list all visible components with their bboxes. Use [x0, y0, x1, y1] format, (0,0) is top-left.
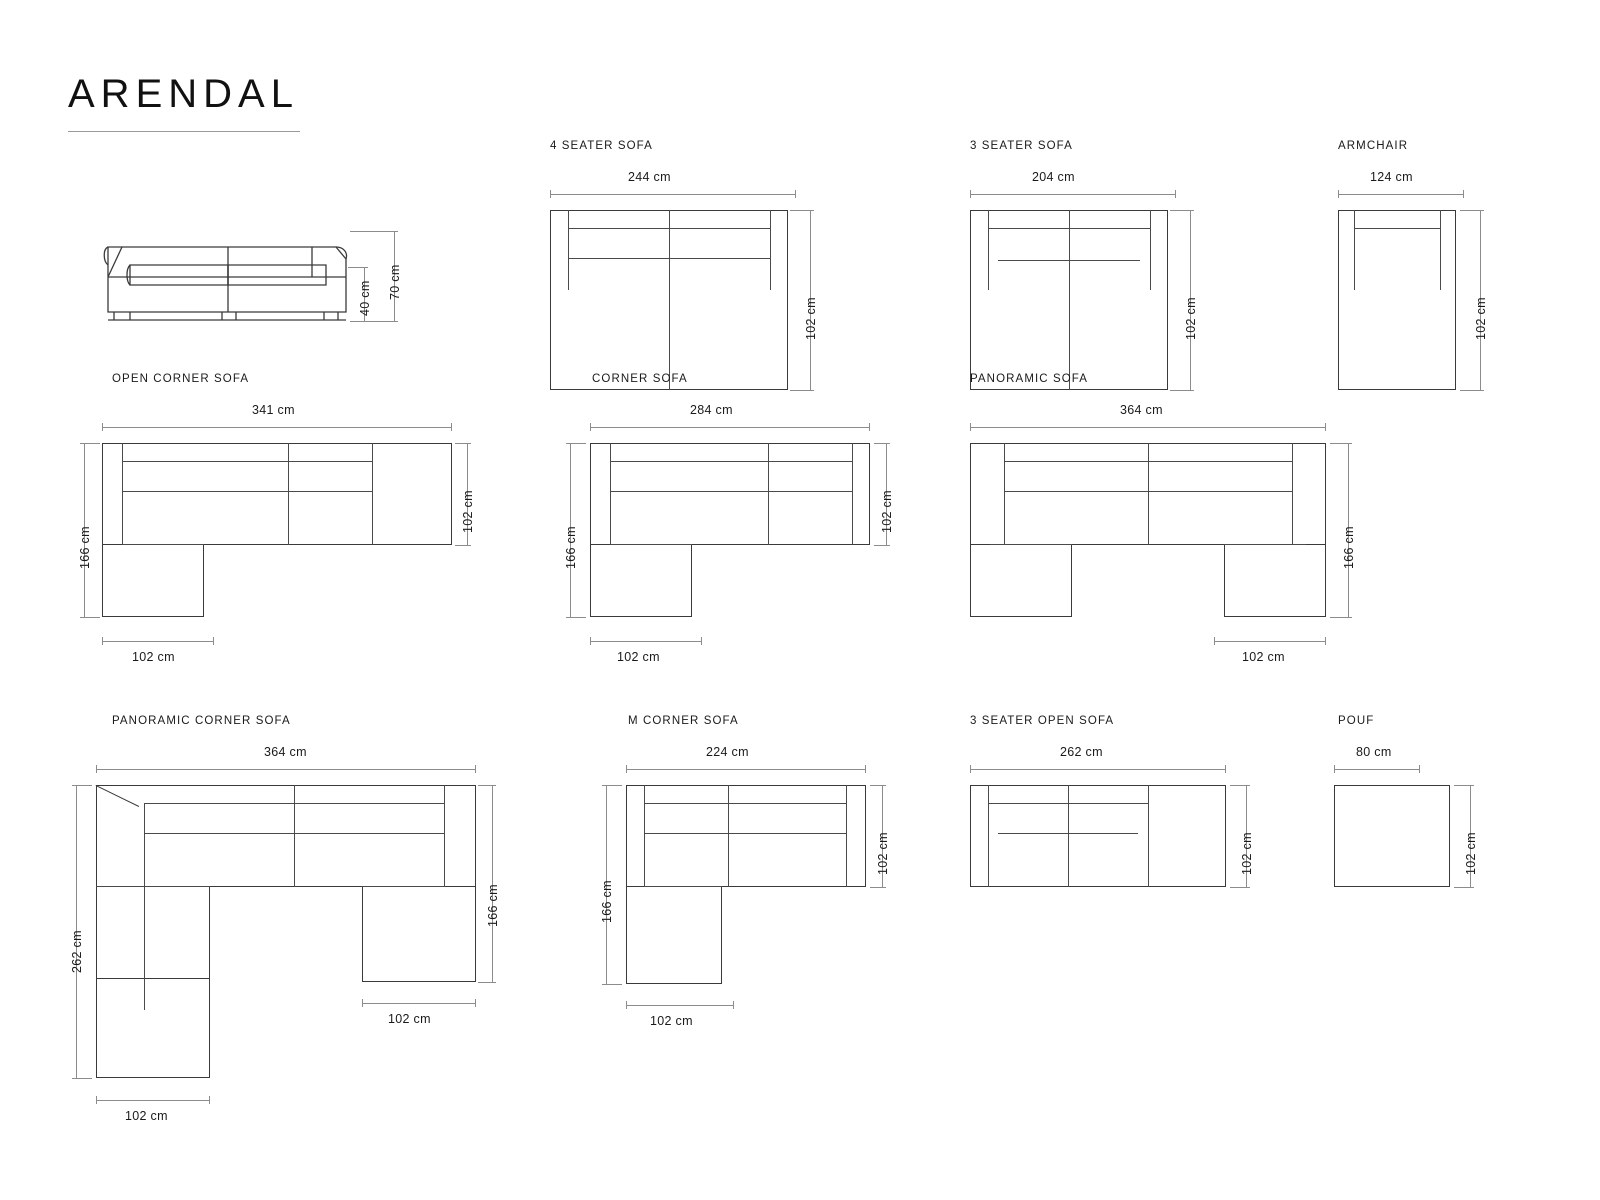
item-label-open-corner: OPEN CORNER SOFA	[112, 373, 250, 385]
backrest-line	[644, 803, 846, 804]
width-dim-rule-m-corner	[626, 769, 866, 770]
width-tick-right	[475, 765, 476, 773]
width-dim-rule-corner-sofa	[590, 427, 870, 428]
chaise-width-value-panoramic: 102 cm	[1242, 650, 1285, 664]
left-arm-line	[1354, 210, 1355, 290]
chaise-width-tick-left	[626, 1001, 627, 1009]
width-tick-left	[626, 765, 627, 773]
item-label-armchair: ARMCHAIR	[1338, 140, 1409, 152]
depth-tick-top	[1460, 210, 1484, 211]
plan-outline-m-corner-main	[626, 785, 866, 887]
width-dim-rule-pouf	[1334, 769, 1420, 770]
chaise-left-width-dim-rule	[96, 1100, 210, 1101]
depth-tick-bottom	[870, 887, 886, 888]
module-split-line	[1068, 785, 1069, 887]
width-tick-left	[1334, 765, 1335, 773]
side-depth-tick-top	[566, 443, 586, 444]
chaise-left-top-line	[990, 544, 1072, 545]
item-label-panoramic-corner: PANORAMIC CORNER SOFA	[112, 715, 291, 727]
width-value-panoramic-sofa: 364 cm	[1120, 403, 1163, 417]
depth-tick-top	[874, 443, 890, 444]
chaise-width-tick-right	[1325, 637, 1326, 645]
module-split-line	[294, 785, 295, 887]
depth-tick-top	[1230, 785, 1250, 786]
chaise-width-dim-rule-corner-sofa	[590, 641, 702, 642]
right-arm-line	[1150, 210, 1151, 290]
left-arm-line	[644, 785, 645, 887]
side-depth-tick-bottom	[1330, 617, 1352, 618]
chaise-width-tick-right	[733, 1001, 734, 1009]
module-split-line	[1148, 443, 1149, 545]
depth-value-open-corner: 102 cm	[461, 490, 475, 533]
left-arm-line	[988, 210, 989, 290]
depth-value-pouf: 102 cm	[1464, 832, 1478, 875]
plan-outline-panoramic-corner-chaise-left	[96, 978, 210, 1078]
width-dim-rule-armchair	[1338, 194, 1464, 195]
width-tick-left	[102, 423, 103, 431]
right-depth-value-panoramic-corner: 166 cm	[486, 884, 500, 927]
depth-tick-top	[790, 210, 814, 211]
plan-outline-open-corner-chaise	[102, 544, 204, 617]
width-value-four-seater: 244 cm	[628, 170, 671, 184]
plan-outline-panoramic-chaise-right	[1224, 544, 1326, 617]
right-arm-line	[1440, 210, 1441, 290]
depth-tick-top	[1170, 210, 1194, 211]
left-arm-line	[1004, 443, 1005, 545]
perspective-seat-height-value: 40 cm	[358, 280, 372, 316]
chaise-left-width-value: 102 cm	[125, 1109, 168, 1123]
side-depth-tick-bottom	[566, 617, 586, 618]
width-tick-right	[865, 765, 866, 773]
side-depth-tick-bottom	[80, 617, 100, 618]
width-dim-rule-three-seater	[970, 194, 1176, 195]
left-depth-tick-bottom	[72, 1078, 92, 1079]
depth-value-three-seater-open: 102 cm	[1240, 832, 1254, 875]
width-value-three-seater: 204 cm	[1032, 170, 1075, 184]
depth-value-m-corner: 102 cm	[876, 832, 890, 875]
width-tick-left	[970, 423, 971, 431]
width-value-pouf: 80 cm	[1356, 745, 1392, 759]
width-value-panoramic-corner: 364 cm	[264, 745, 307, 759]
plan-outline-corner-sofa-chaise	[590, 544, 692, 617]
side-depth-tick-top	[602, 785, 622, 786]
depth-tick-top	[1454, 785, 1474, 786]
seat-front-line	[568, 258, 770, 259]
right-depth-tick-bottom	[478, 982, 496, 983]
item-label-three-seater: 3 SEATER SOFA	[970, 140, 1073, 152]
side-depth-tick-top	[80, 443, 100, 444]
chaise-width-dim-rule-open-corner	[102, 641, 214, 642]
width-tick-right	[1325, 423, 1326, 431]
width-tick-right	[1225, 765, 1226, 773]
chaise-top-line	[122, 544, 204, 545]
height-dim-tick-bottom	[350, 321, 398, 322]
item-label-four-seater: 4 SEATER SOFA	[550, 140, 653, 152]
width-value-open-corner: 341 cm	[252, 403, 295, 417]
width-value-corner-sofa: 284 cm	[690, 403, 733, 417]
chaise-right-width-tick-right	[475, 999, 476, 1007]
chaise-width-tick-left	[590, 637, 591, 645]
chaise-right-width-dim-rule	[362, 1003, 476, 1004]
plan-outline-m-corner-chaise	[626, 886, 722, 984]
side-depth-value-m-corner: 166 cm	[600, 880, 614, 923]
right-arm-line	[852, 443, 853, 545]
module-split-line-2	[288, 443, 289, 545]
seat-front-line	[144, 833, 444, 834]
depth-tick-top	[455, 443, 471, 444]
module-split-line	[728, 785, 729, 887]
item-label-corner-sofa: CORNER SOFA	[592, 373, 688, 385]
backrest-line	[610, 461, 852, 462]
right-arm-line	[1292, 443, 1293, 545]
plan-outline-pouf	[1334, 785, 1450, 887]
left-inner-line	[144, 803, 145, 1010]
seat-height-tick-top	[348, 267, 368, 268]
depth-tick-bottom	[1460, 390, 1484, 391]
chaise-width-dim-rule-m-corner	[626, 1005, 734, 1006]
width-tick-left	[970, 190, 971, 198]
side-depth-tick-top	[1330, 443, 1352, 444]
width-dim-rule-panoramic-sofa	[970, 427, 1326, 428]
seat-front-line	[122, 491, 372, 492]
width-value-m-corner: 224 cm	[706, 745, 749, 759]
seat-front-line	[610, 491, 852, 492]
module-split-line-1	[372, 443, 373, 545]
right-arm-line	[444, 785, 445, 887]
width-value-armchair: 124 cm	[1370, 170, 1413, 184]
plan-outline-panoramic-corner-main	[96, 785, 476, 887]
chaise-right-width-tick-left	[362, 999, 363, 1007]
center-split-line	[1069, 210, 1070, 390]
seat-front-line	[998, 833, 1138, 834]
width-tick-right	[1419, 765, 1420, 773]
width-tick-left	[96, 765, 97, 773]
chaise-width-tick-left	[1214, 637, 1215, 645]
plan-outline-panoramic-corner-chaise-right	[362, 886, 476, 982]
chaise-top-line	[610, 544, 692, 545]
chaise-width-value-m-corner: 102 cm	[650, 1014, 693, 1028]
width-tick-right	[869, 423, 870, 431]
side-depth-value-panoramic: 166 cm	[1342, 526, 1356, 569]
side-depth-value-corner-sofa: 166 cm	[564, 526, 578, 569]
chaise-left-width-tick-right	[209, 1096, 210, 1104]
chaise-right-width-value: 102 cm	[388, 1012, 431, 1026]
chaise-left-width-tick-left	[96, 1096, 97, 1104]
width-tick-left	[550, 190, 551, 198]
depth-tick-bottom	[1230, 887, 1250, 888]
open-end-line	[1148, 785, 1149, 887]
plan-outline-panoramic-chaise-left	[970, 544, 1072, 617]
depth-tick-bottom	[1454, 887, 1474, 888]
width-tick-left	[1338, 190, 1339, 198]
width-tick-right	[451, 423, 452, 431]
plan-outline-armchair	[1338, 210, 1456, 390]
item-label-pouf: POUF	[1338, 715, 1375, 727]
width-dim-rule-four-seater	[550, 194, 796, 195]
chaise-right-top-line	[1224, 544, 1306, 545]
depth-value-three-seater: 102 cm	[1184, 297, 1198, 340]
width-dim-rule-three-seater-open	[970, 769, 1226, 770]
backrest-line	[122, 461, 372, 462]
page-title: ARENDAL	[68, 72, 299, 116]
module-split-line	[768, 443, 769, 545]
depth-tick-bottom	[790, 390, 814, 391]
chaise-width-tick-right	[213, 637, 214, 645]
right-depth-tick-top	[478, 785, 496, 786]
chaise-width-dim-rule-panoramic	[1214, 641, 1326, 642]
left-arm-line	[568, 210, 569, 290]
depth-tick-top	[870, 785, 886, 786]
right-arm-line	[846, 785, 847, 887]
chaise-width-value-corner-sofa: 102 cm	[617, 650, 660, 664]
title-divider	[68, 131, 300, 132]
left-arm-line	[988, 785, 989, 887]
left-extension-top-line	[96, 886, 210, 887]
depth-tick-bottom	[1170, 390, 1194, 391]
seat-front-line	[1004, 491, 1292, 492]
width-dim-rule-open-corner	[102, 427, 452, 428]
seat-front-line	[998, 260, 1140, 261]
item-label-three-seater-open: 3 SEATER OPEN SOFA	[970, 715, 1115, 727]
width-value-three-seater-open: 262 cm	[1060, 745, 1103, 759]
chaise-width-tick-right	[701, 637, 702, 645]
side-depth-tick-bottom	[602, 984, 622, 985]
item-label-m-corner: M CORNER SOFA	[628, 715, 739, 727]
chaise-width-value-open-corner: 102 cm	[132, 650, 175, 664]
depth-value-corner-sofa: 102 cm	[880, 490, 894, 533]
width-tick-right	[795, 190, 796, 198]
plan-outline-corner-sofa-main	[590, 443, 870, 545]
width-tick-left	[590, 423, 591, 431]
width-tick-right	[1463, 190, 1464, 198]
item-label-panoramic-sofa: PANORAMIC SOFA	[970, 373, 1089, 385]
left-arm-line	[122, 443, 123, 545]
width-tick-right	[1175, 190, 1176, 198]
chaise-top-line	[644, 886, 722, 887]
depth-value-four-seater: 102 cm	[804, 297, 818, 340]
perspective-height-value: 70 cm	[388, 264, 402, 300]
backrest-line	[1354, 228, 1440, 229]
width-tick-left	[970, 765, 971, 773]
depth-value-armchair: 102 cm	[1474, 297, 1488, 340]
left-depth-tick-top	[72, 785, 92, 786]
plan-outline-three-seater-open	[970, 785, 1226, 887]
center-split-line	[669, 210, 670, 390]
height-dim-tick-top	[350, 231, 398, 232]
plan-outline-open-corner-main	[102, 443, 452, 545]
chaise-right-top-line	[362, 886, 444, 887]
side-depth-value-open-corner: 166 cm	[78, 526, 92, 569]
depth-tick-bottom	[455, 545, 471, 546]
depth-tick-bottom	[874, 545, 890, 546]
left-depth-value-panoramic-corner: 262 cm	[70, 930, 84, 973]
right-arm-line	[770, 210, 771, 290]
left-arm-line	[610, 443, 611, 545]
chaise-width-tick-left	[102, 637, 103, 645]
width-dim-rule-panoramic-corner	[96, 769, 476, 770]
seat-front-line	[644, 833, 846, 834]
